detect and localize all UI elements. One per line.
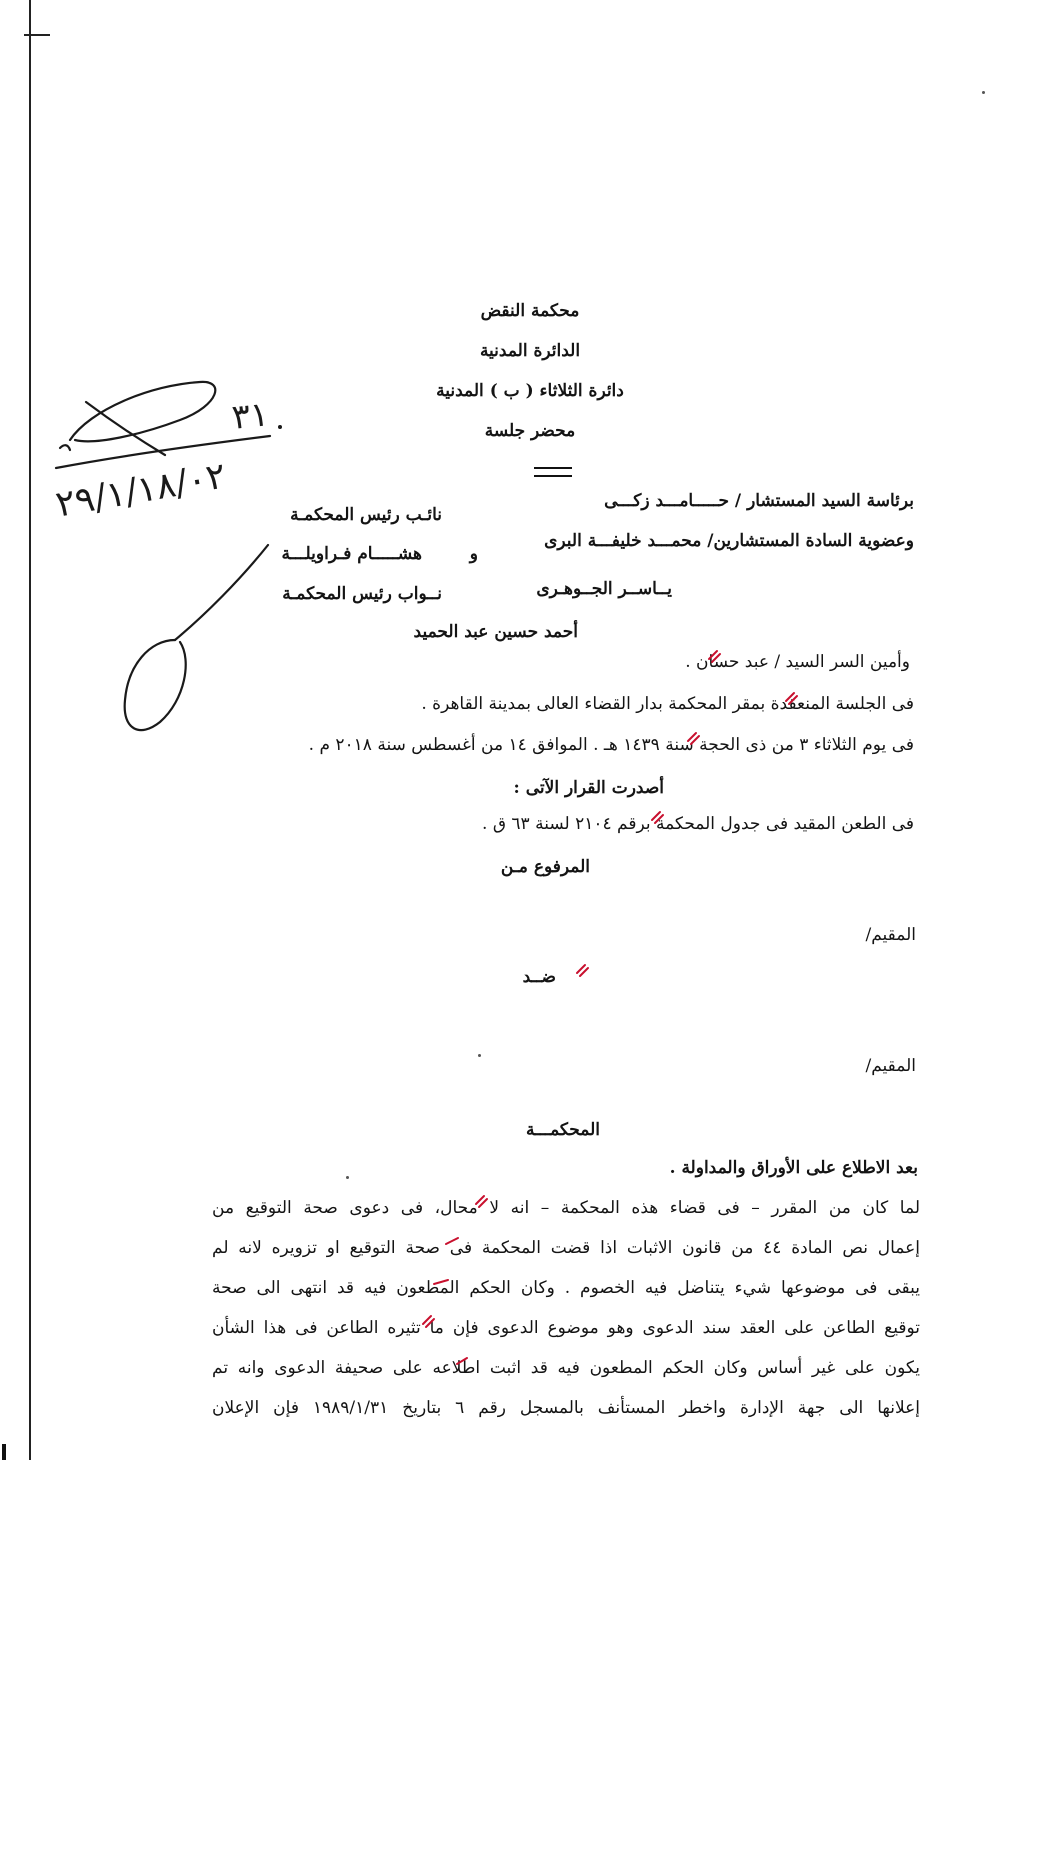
court-division: دائرة الثلاثاء ( ب ) المدنية [436, 381, 624, 401]
member-2: هشـــــام فـراويلـــة [281, 544, 422, 564]
session-location: فى الجلسة المنعقدة بمقر المحكمة بدار القضاء العالى بمدينة القاهرة . [421, 694, 914, 714]
redaction-mark [423, 1316, 434, 1327]
ruling-line-1: لما كان من المقرر – فى قضاء هذه المحكمة – انه لا محال، فى دعوى صحة التوقيع من [212, 1198, 920, 1218]
ruling-line-3: يبقى فى موضوعها شيء يتناضل فيه الخصوم . وكان الحكم المطعون فيه قد انتهى الى صحة [212, 1278, 920, 1298]
secretary-line: وأمين السر السيد / عبد حسان . [685, 652, 910, 672]
redaction-mark [786, 693, 797, 704]
resident-2-label: المقيم/ [865, 1056, 916, 1076]
decision-heading: أصدرت القرار الآتى : [513, 778, 664, 798]
redaction-mark [446, 1238, 458, 1244]
resident-1-label: المقيم/ [865, 925, 916, 945]
handwritten-date: ٢٩/١/١٨/٠٢ [52, 455, 230, 526]
handwritten-number: ٣١ [230, 394, 271, 438]
member-4: أحمد حسين عبد الحميد [413, 622, 578, 642]
member-3: يــاســر الجــوهـرى [536, 579, 672, 599]
record-title: محضر جلسة [484, 421, 576, 441]
ruling-line-4: توقيع الطاعن على العقد سند الدعوى وهو موضوع الدعوى فإن ما تثيره الطاعن فى هذا الشأن [212, 1318, 920, 1338]
ruling-line-5: يكون على غير أساس وكان الحكم المطعون فيه قد اثبت اطلاعه على صحيفة الدعوى وانه تم [212, 1358, 920, 1378]
members-line: وعضوية السادة المستشارين/ محمـــد خليفـــة البرى [544, 531, 914, 551]
court-name: محكمة النقض [480, 301, 580, 321]
filed-by-label: المرفوع مـن [500, 857, 590, 877]
members-title: نــواب رئيس المحكمـة [282, 584, 442, 604]
ruling-intro: بعد الاطلاع على الأوراق والمداولة . [669, 1158, 918, 1178]
appeal-line: فى الطعن المقيد فى جدول المحكمة برقم ٢١٠٤ لسنة ٦٣ ق . [482, 814, 914, 834]
ruling-heading: المحكمـــة [526, 1120, 600, 1140]
redaction-mark [476, 1196, 487, 1207]
session-date: فى يوم الثلاثاء ٣ من ذى الحجة سنة ١٤٣٩ هـ . الموافق ١٤ من أغسطس سنة ٢٠١٨ م . [308, 735, 914, 755]
presidency-line: برئاسة السيد المستشار / حـــــامـــد زكـــى [604, 491, 914, 511]
redaction-mark [688, 733, 699, 744]
presidency-title: نائـب رئيس المحكمـة [290, 505, 442, 525]
ruling-line-2: إعمال نص المادة ٤٤ من قانون الاثبات اذا قضت المحكمة فى صحة التوقيع او تزويره لانه لم [212, 1238, 920, 1258]
redaction-mark [709, 651, 720, 662]
redaction-mark [457, 1358, 467, 1364]
members-conjunction: و [469, 544, 478, 564]
redaction-mark [434, 1280, 448, 1284]
court-circuit: الدائرة المدنية [479, 341, 581, 361]
ruling-line-6: إعلانها الى جهة الإدارة واخطر المستأنف بالمسجل رقم ٦ بتاريخ ١٩٨٩/١/٣١ فإن الإعلان [212, 1398, 921, 1418]
against-label: ضــد [522, 967, 556, 987]
redaction-mark [652, 812, 663, 823]
redaction-mark [577, 965, 588, 976]
